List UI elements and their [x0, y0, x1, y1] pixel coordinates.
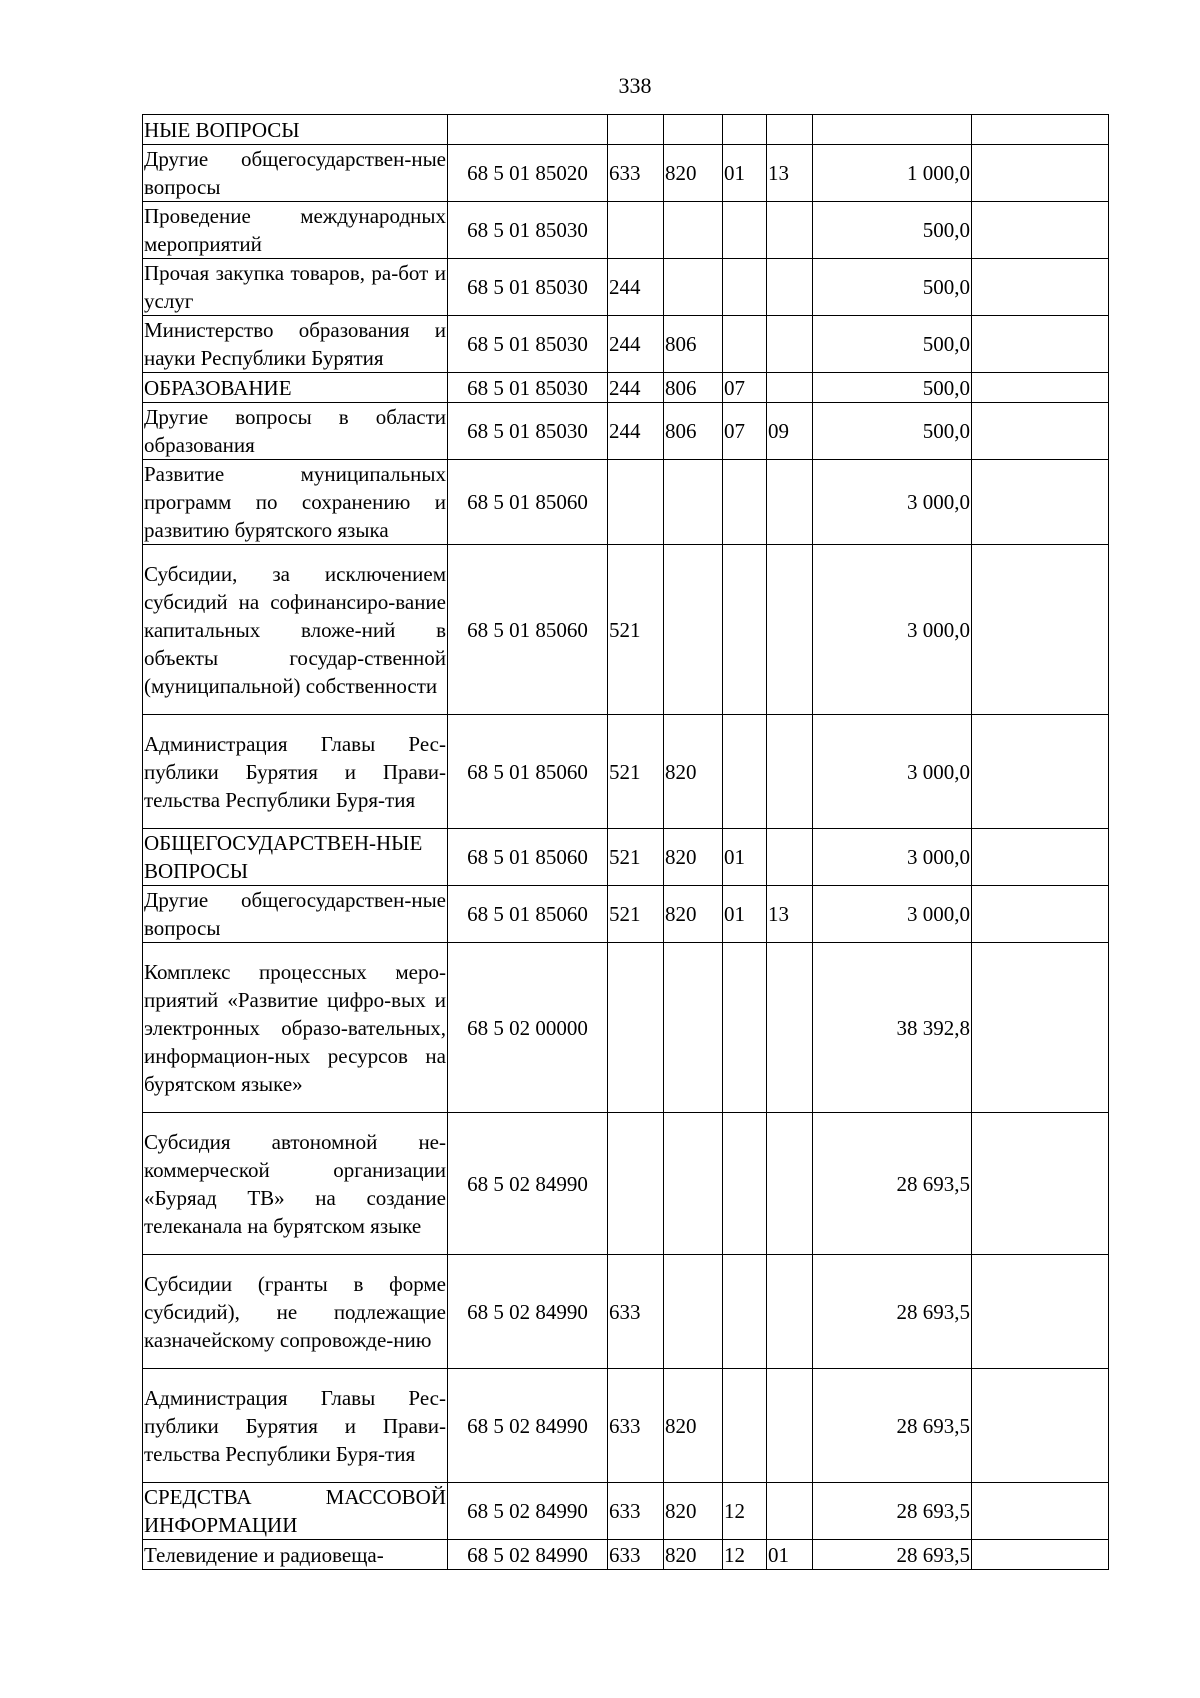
table-body — [143, 115, 1109, 1570]
table-row — [143, 403, 1109, 460]
section-code — [723, 115, 767, 145]
administrator-code: 820 — [664, 145, 723, 202]
table-row — [143, 545, 1109, 715]
page-number: 338 — [618, 73, 652, 98]
row-label: ОБРАЗОВАНИЕ — [143, 373, 448, 403]
row-label: Телевидение и радиовеща- — [143, 1540, 448, 1570]
extra-cell — [972, 259, 1109, 316]
section-code: 12 — [723, 1483, 767, 1540]
administrator-code: 806 — [664, 316, 723, 373]
section-code: 01 — [723, 829, 767, 886]
amount-cell: 28 693,5 — [813, 1255, 972, 1369]
section-code — [723, 259, 767, 316]
row-label: Проведение международных мероприятий — [143, 202, 448, 259]
expense-type-code: 244 — [608, 403, 664, 460]
target-article-code: 68 5 01 85030 — [448, 202, 608, 259]
target-article-code: 68 5 01 85020 — [448, 145, 608, 202]
extra-cell — [972, 202, 1109, 259]
extra-cell — [972, 1483, 1109, 1540]
administrator-code: 820 — [664, 886, 723, 943]
administrator-code: 820 — [664, 715, 723, 829]
subsection-code — [767, 115, 813, 145]
section-code — [723, 316, 767, 373]
expense-type-code: 521 — [608, 715, 664, 829]
subsection-code — [767, 460, 813, 545]
expense-type-code — [608, 1113, 664, 1255]
extra-cell — [972, 1255, 1109, 1369]
section-code — [723, 202, 767, 259]
subsection-code — [767, 316, 813, 373]
extra-cell — [972, 715, 1109, 829]
section-code: 07 — [723, 373, 767, 403]
subsection-code — [767, 1369, 813, 1483]
target-article-code: 68 5 02 84990 — [448, 1113, 608, 1255]
administrator-code: 806 — [664, 403, 723, 460]
subsection-code — [767, 715, 813, 829]
row-label: Администрация Главы Рес-публики Бурятия и Прави-тельства Республики Буря-тия — [143, 715, 448, 829]
table-row — [143, 202, 1109, 259]
section-code: 12 — [723, 1540, 767, 1570]
table-row — [143, 1540, 1109, 1570]
administrator-code — [664, 1255, 723, 1369]
extra-cell — [972, 460, 1109, 545]
expense-type-code: 244 — [608, 316, 664, 373]
expense-type-code: 521 — [608, 829, 664, 886]
extra-cell — [972, 145, 1109, 202]
amount-cell: 28 693,5 — [813, 1113, 972, 1255]
subsection-code — [767, 259, 813, 316]
expense-type-code: 244 — [608, 259, 664, 316]
administrator-code: 806 — [664, 373, 723, 403]
subsection-code: 01 — [767, 1540, 813, 1570]
row-label: Прочая закупка товаров, ра-бот и услуг — [143, 259, 448, 316]
amount-cell: 28 693,5 — [813, 1369, 972, 1483]
target-article-code: 68 5 01 85030 — [448, 316, 608, 373]
section-code — [723, 715, 767, 829]
section-code: 07 — [723, 403, 767, 460]
expense-type-code: 633 — [608, 1540, 664, 1570]
table-row — [143, 1369, 1109, 1483]
administrator-code: 820 — [664, 1369, 723, 1483]
subsection-code: 13 — [767, 145, 813, 202]
table-row — [143, 829, 1109, 886]
extra-cell — [972, 403, 1109, 460]
subsection-code — [767, 202, 813, 259]
administrator-code — [664, 545, 723, 715]
expense-type-code — [608, 943, 664, 1113]
extra-cell — [972, 886, 1109, 943]
table-row — [143, 1483, 1109, 1540]
target-article-code: 68 5 01 85030 — [448, 373, 608, 403]
subsection-code — [767, 1483, 813, 1540]
expense-type-code: 633 — [608, 1483, 664, 1540]
administrator-code — [664, 259, 723, 316]
row-label: Министерство образования и науки Республики Бурятия — [143, 316, 448, 373]
extra-cell — [972, 829, 1109, 886]
amount-cell: 3 000,0 — [813, 715, 972, 829]
expense-type-code — [608, 460, 664, 545]
subsection-code: 13 — [767, 886, 813, 943]
target-article-code: 68 5 01 85060 — [448, 829, 608, 886]
amount-cell: 28 693,5 — [813, 1540, 972, 1570]
expense-type-code: 633 — [608, 1255, 664, 1369]
expense-type-code — [608, 115, 664, 145]
subsection-code — [767, 829, 813, 886]
row-label: Администрация Главы Рес-публики Бурятия и Прави-тельства Республики Буря-тия — [143, 1369, 448, 1483]
table-row — [143, 1255, 1109, 1369]
extra-cell — [972, 373, 1109, 403]
amount-cell — [813, 115, 972, 145]
extra-cell — [972, 1540, 1109, 1570]
section-code — [723, 460, 767, 545]
extra-cell — [972, 115, 1109, 145]
expense-type-code: 521 — [608, 545, 664, 715]
target-article-code — [448, 115, 608, 145]
row-label: Комплекс процессных меро-приятий «Развитие цифро-вых и электронных образо-вательных, информацион-ных ресурсов на бурятском языке» — [143, 943, 448, 1113]
target-article-code: 68 5 02 84990 — [448, 1540, 608, 1570]
expense-type-code — [608, 202, 664, 259]
extra-cell — [972, 1113, 1109, 1255]
table-row — [143, 715, 1109, 829]
administrator-code — [664, 460, 723, 545]
table-row — [143, 460, 1109, 545]
extra-cell — [972, 316, 1109, 373]
target-article-code: 68 5 01 85060 — [448, 460, 608, 545]
row-label: Развитие муниципальных программ по сохранению и развитию бурятского языка — [143, 460, 448, 545]
row-label: Субсидии, за исключением субсидий на софинансиро-вание капитальных вложе-ний в объекты государ-ственной (муниципальной) собственности — [143, 545, 448, 715]
amount-cell: 38 392,8 — [813, 943, 972, 1113]
administrator-code — [664, 115, 723, 145]
subsection-code — [767, 943, 813, 1113]
expense-type-code: 521 — [608, 886, 664, 943]
subsection-code — [767, 373, 813, 403]
table-row — [143, 943, 1109, 1113]
administrator-code — [664, 943, 723, 1113]
amount-cell: 28 693,5 — [813, 1483, 972, 1540]
amount-cell: 500,0 — [813, 373, 972, 403]
subsection-code: 09 — [767, 403, 813, 460]
target-article-code: 68 5 01 85030 — [448, 259, 608, 316]
amount-cell: 3 000,0 — [813, 545, 972, 715]
table-row — [143, 1113, 1109, 1255]
row-label: СРЕДСТВА МАССОВОЙ ИНФОРМАЦИИ — [143, 1483, 448, 1540]
section-code — [723, 1113, 767, 1255]
amount-cell: 1 000,0 — [813, 145, 972, 202]
expense-type-code: 633 — [608, 1369, 664, 1483]
amount-cell: 500,0 — [813, 259, 972, 316]
target-article-code: 68 5 01 85060 — [448, 545, 608, 715]
administrator-code: 820 — [664, 829, 723, 886]
amount-cell: 3 000,0 — [813, 886, 972, 943]
target-article-code: 68 5 01 85060 — [448, 886, 608, 943]
table-row — [143, 259, 1109, 316]
row-label: Субсидии (гранты в форме субсидий), не подлежащие казначейскому сопровожде-нию — [143, 1255, 448, 1369]
table-row — [143, 886, 1109, 943]
section-code — [723, 943, 767, 1113]
table-row — [143, 145, 1109, 202]
section-code — [723, 545, 767, 715]
section-code: 01 — [723, 145, 767, 202]
target-article-code: 68 5 02 84990 — [448, 1255, 608, 1369]
subsection-code — [767, 1255, 813, 1369]
amount-cell: 3 000,0 — [813, 460, 972, 545]
table-row — [143, 373, 1109, 403]
section-code — [723, 1369, 767, 1483]
extra-cell — [972, 545, 1109, 715]
amount-cell: 500,0 — [813, 316, 972, 373]
row-label: Субсидия автономной не-коммерческой организации «Буряад ТВ» на создание телеканала на бурятском языке — [143, 1113, 448, 1255]
target-article-code: 68 5 01 85030 — [448, 403, 608, 460]
administrator-code: 820 — [664, 1540, 723, 1570]
target-article-code: 68 5 01 85060 — [448, 715, 608, 829]
row-label: Другие вопросы в области образования — [143, 403, 448, 460]
row-label: Другие общегосударствен-ные вопросы — [143, 886, 448, 943]
expense-type-code: 244 — [608, 373, 664, 403]
section-code — [723, 1255, 767, 1369]
extra-cell — [972, 1369, 1109, 1483]
administrator-code — [664, 202, 723, 259]
section-code: 01 — [723, 886, 767, 943]
target-article-code: 68 5 02 84990 — [448, 1483, 608, 1540]
row-label: Другие общегосударствен-ные вопросы — [143, 145, 448, 202]
extra-cell — [972, 943, 1109, 1113]
amount-cell: 500,0 — [813, 403, 972, 460]
administrator-code: 820 — [664, 1483, 723, 1540]
amount-cell: 500,0 — [813, 202, 972, 259]
target-article-code: 68 5 02 00000 — [448, 943, 608, 1113]
table-row — [143, 316, 1109, 373]
table-row — [143, 115, 1109, 145]
row-label: ОБЩЕГОСУДАРСТВЕН-НЫЕ ВОПРОСЫ — [143, 829, 448, 886]
expense-type-code: 633 — [608, 145, 664, 202]
row-label: НЫЕ ВОПРОСЫ — [143, 115, 448, 145]
subsection-code — [767, 1113, 813, 1255]
budget-table — [142, 114, 1109, 1570]
amount-cell: 3 000,0 — [813, 829, 972, 886]
administrator-code — [664, 1113, 723, 1255]
subsection-code — [767, 545, 813, 715]
target-article-code: 68 5 02 84990 — [448, 1369, 608, 1483]
